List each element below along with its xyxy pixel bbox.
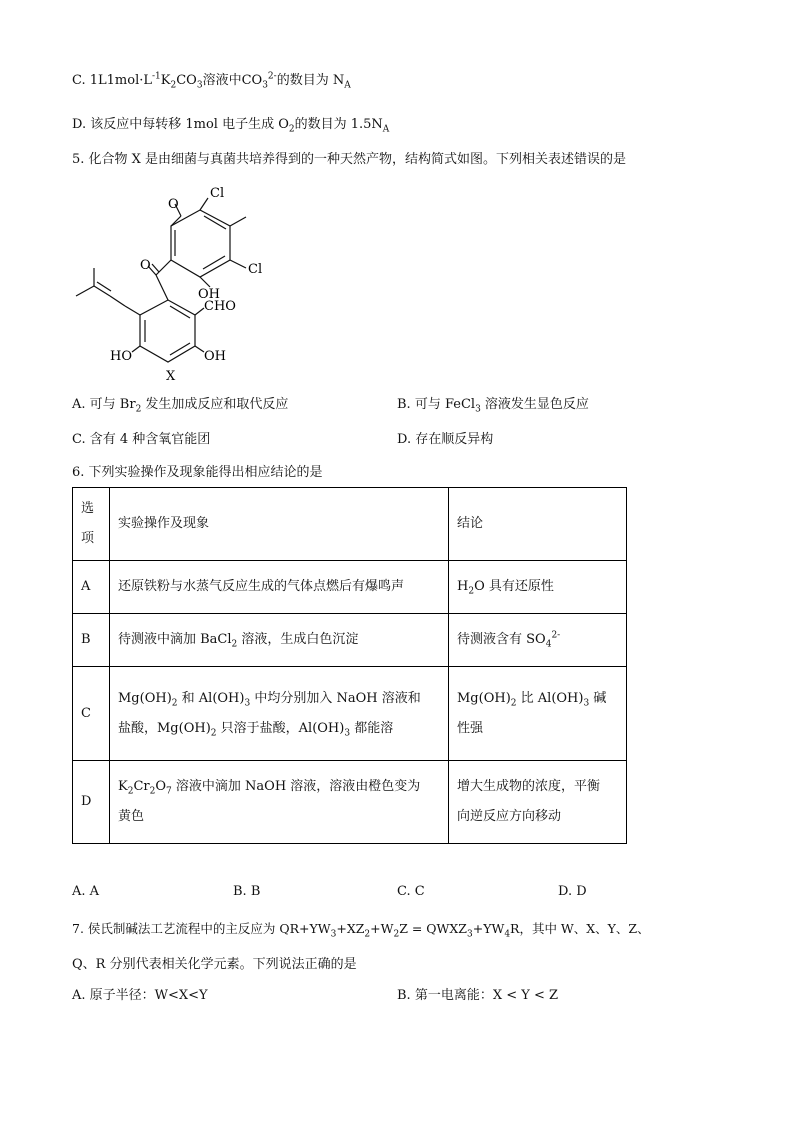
ho-left-label: HO — [110, 349, 132, 364]
row-conclusion: 增大生成物的浓度，平衡 向逆反应方向移动 — [449, 761, 627, 844]
compound-label: X — [166, 369, 176, 380]
q7-stem-line1: 7. 侯氏制碱法工艺流程中的主反应为 $QR+YW_3+XZ_2+W_2Z$ = $QWXZ_3+YW_4R$，其中 W、X、Y、Z、 — [72, 921, 650, 940]
q6-answer-c: C. C — [397, 884, 425, 899]
table-header-row — [73, 488, 627, 561]
oh-right-label: OH — [204, 349, 226, 364]
q6-answer-a: A. A — [72, 884, 100, 899]
q6-answer-d: D. D — [558, 884, 587, 899]
row-option: B — [73, 614, 110, 667]
q7-stem-line2: Q、R 分别代表相关化学元素。下列说法正确的是 — [72, 957, 357, 972]
row-operation: $K_2Cr_2O_7$ 溶液中滴加 NaOH 溶液，溶液由橙色变为 黄色 — [110, 761, 449, 844]
compound-x-structure — [70, 180, 270, 380]
row-option: A — [73, 561, 110, 614]
row-operation: 待测液中滴加 BaCl$_2$ 溶液，生成白色沉淀 — [110, 614, 449, 667]
header-conclusion: 结论 — [449, 488, 627, 561]
table-row — [73, 667, 627, 761]
header-operation: 实验操作及现象 — [110, 488, 449, 561]
q5-option-c: C. 含有 4 种含氧官能团 — [72, 432, 211, 447]
oh-mid-label: OH — [198, 287, 220, 302]
row-option: C — [73, 667, 110, 761]
q5-option-a: A. 可与 $Br_2$ 发生加成反应和取代反应 — [72, 397, 289, 415]
row-operation: $Mg(OH)_2$ 和 $Al(OH)_3$ 中均分别加入 NaOH 溶液和 盐酸，$Mg(OH)_2$ 只溶于盐酸，$Al(OH)_3$ 都能溶 — [110, 667, 449, 761]
q5-option-d: D. 存在顺反异构 — [397, 432, 494, 447]
cl-right-label: Cl — [248, 262, 263, 277]
methoxy-o-label: O — [168, 197, 179, 212]
q6-answer-b: B. B — [233, 884, 261, 899]
table-row — [73, 761, 627, 844]
experiment-table — [72, 487, 627, 844]
row-conclusion: $H_2O$ 具有还原性 — [449, 561, 627, 614]
table-row — [73, 614, 627, 667]
q7-option-b: B. 第一电离能：X < Y < Z — [397, 988, 559, 1003]
carbonyl-o-label: O — [140, 258, 151, 273]
q6-stem: 6. 下列实验操作及现象能得出相应结论的是 — [72, 465, 323, 480]
q5-option-b: B. 可与 FeCl$_3$ 溶液发生显色反应 — [397, 397, 589, 415]
row-conclusion: $Mg(OH)_2$ 比 $Al(OH)_3$ 碱 性强 — [449, 667, 627, 761]
q4-option-d: D. 该反应中每转移 1mol 电子生成 $O_2$的数目为 $1.5N_A$ — [72, 117, 390, 135]
q4-option-c: C. $1L1mol\cdot L^{-1}K_2CO_3$溶液中$CO_3^{2-}$的数目为 $N_A$ — [72, 71, 351, 91]
cho-label: CHO — [204, 299, 236, 314]
row-option: D — [73, 761, 110, 844]
structure-bonds — [76, 190, 246, 362]
table-row — [73, 561, 627, 614]
row-conclusion: 待测液含有 $SO_4^{2-}$ — [449, 614, 627, 667]
q7-option-a: A. 原子半径：W<X<Y — [72, 988, 208, 1003]
header-option: 选 项 — [73, 488, 110, 561]
row-operation: 还原铁粉与水蒸气反应生成的气体点燃后有爆鸣声 — [110, 561, 449, 614]
q5-stem: 5. 化合物 X 是由细菌与真菌共培养得到的一种天然产物，结构简式如图。下列相关表述错误的是 — [72, 152, 627, 167]
cl-top-label: Cl — [210, 186, 225, 201]
